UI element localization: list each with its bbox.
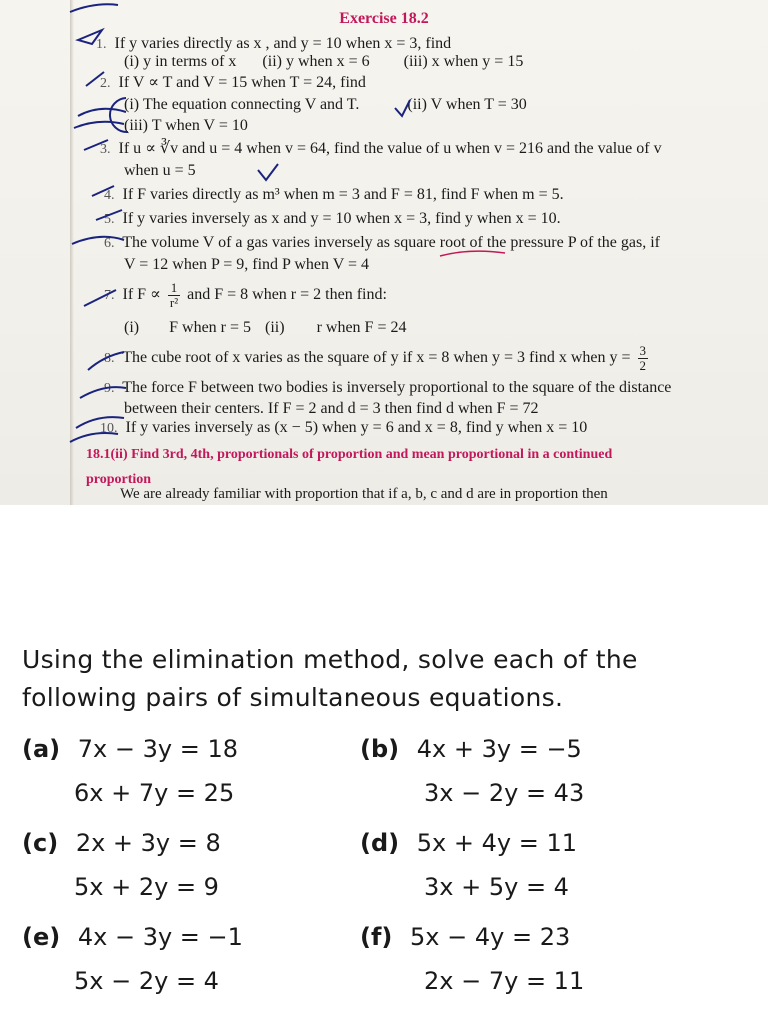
question-number: 5. (104, 212, 115, 227)
question-number: 3. (100, 142, 111, 157)
equation: 7x − 3y = 18 (77, 735, 238, 763)
part-ii-label: (ii) (265, 319, 285, 336)
question-2-part-iii (124, 116, 248, 136)
question-number: 1. (96, 37, 107, 52)
question-text-post: and F = 8 when r = 2 then find: (187, 286, 387, 304)
pair-c-eq2: 5x + 2y = 9 (74, 873, 219, 901)
question-text: If y varies inversely as (x − 5) when y = 6 and x = 8, find y when x = 10 (125, 419, 588, 436)
question-text-cont: V = 12 when P = 9, find P when V = 4 (124, 256, 370, 273)
question-1-parts (124, 52, 523, 72)
question-number: 4. (104, 188, 115, 203)
question-number: 6. (104, 236, 115, 251)
question-7-parts (124, 318, 406, 338)
part-i: (i) The equation connecting V and T. (124, 96, 360, 113)
section-heading-cont: proportion (86, 472, 152, 487)
question-2 (100, 73, 366, 94)
section-body: We are already familiar with proportion that if a, b, c and d are in proportion then (120, 486, 608, 502)
question-text-cont: between their centers. If F = 2 and d = 3 then find d when F = 72 (124, 400, 539, 417)
elimination-exercise (0, 505, 768, 1024)
pair-f-eq2: 2x − 7y = 11 (424, 967, 585, 995)
question-text: The force F between two bodies is inversely proportional to the square of the distance (122, 379, 672, 396)
part-i-text: F when r = 5 (169, 319, 252, 336)
equation: 5x + 4y = 11 (416, 829, 577, 857)
part-ii-text: r when F = 24 (316, 319, 407, 336)
equation: 4x − 3y = −1 (77, 923, 243, 951)
pair-label: (f) (360, 923, 393, 951)
question-number: 7. (104, 288, 115, 304)
fraction-denominator: r² (169, 295, 179, 310)
section-heading: 18.1(ii) Find 3rd, 4th, proportionals of proportion and mean proportional in a continued (86, 447, 613, 462)
pair-label: (c) (22, 829, 59, 857)
equation: 5x − 4y = 23 (410, 923, 571, 951)
question-text-pre: The cube root of x varies as the square of y if x = 8 when y = 3 find x when y = (122, 349, 631, 367)
question-2-parts (124, 95, 527, 115)
pair-c-eq1 (22, 829, 221, 857)
pair-d-eq1 (360, 829, 577, 857)
part-ii: (ii) V when T = 30 (407, 96, 527, 113)
pair-a-eq2: 6x + 7y = 25 (74, 779, 235, 807)
question-text: If y varies inversely as x and y = 10 when x = 3, find y when x = 10. (122, 210, 561, 227)
question-3-cont (124, 161, 196, 181)
pair-label: (e) (22, 923, 61, 951)
part-iii: (iii) x when y = 15 (403, 53, 524, 70)
question-text: If V ∝ T and V = 15 when T = 24, find (118, 74, 366, 91)
question-6-cont (124, 255, 369, 275)
part-iii: (iii) T when V = 10 (124, 117, 248, 134)
question-number: 9. (104, 381, 115, 396)
question-5 (104, 209, 561, 230)
question-9 (104, 378, 671, 399)
question-text: The volume V of a gas varies inversely as square root of the pressure P of the gas, if (122, 234, 660, 251)
question-4 (104, 185, 564, 206)
question-number: 8. (104, 351, 115, 367)
pair-e-eq2: 5x − 2y = 4 (74, 967, 219, 995)
question-10 (100, 418, 587, 439)
fraction-numerator: 1 (168, 281, 180, 296)
part-i: (i) y in terms of x (124, 53, 237, 70)
question-text: If F varies directly as m³ when m = 3 and F = 81, find F when m = 5. (122, 186, 564, 203)
pair-label: (d) (360, 829, 400, 857)
question-9-cont (124, 399, 539, 419)
exercise-title: Exercise 18.2 (339, 10, 429, 27)
equation: 2x + 3y = 8 (75, 829, 221, 857)
pair-b-eq1 (360, 735, 582, 763)
question-number: 2. (100, 76, 111, 91)
question-text: If y varies directly as x , and y = 10 when x = 3, find (114, 35, 452, 52)
instruction-line-1: Using the elimination method, solve each of the (22, 645, 638, 674)
pair-e-eq1 (22, 923, 243, 951)
fraction-three-halves (638, 344, 649, 373)
part-i-label: (i) (124, 319, 140, 336)
question-text: If u ∝ ∛v and u = 4 when v = 64, find the value of u when v = 216 and the value of v (118, 140, 662, 157)
question-number: 10. (100, 421, 118, 436)
question-3 (100, 139, 662, 160)
fraction-numerator: 3 (639, 343, 646, 358)
instruction-line-2: following pairs of simultaneous equations. (22, 683, 564, 712)
question-text-pre: If F ∝ (122, 286, 161, 304)
page-edge-shadow (70, 0, 74, 505)
pair-a-eq1 (22, 735, 238, 763)
fraction-one-over-r-squared (168, 281, 180, 310)
question-8 (104, 344, 651, 373)
question-7 (104, 281, 387, 310)
pair-label: (a) (22, 735, 61, 763)
equation: 4x + 3y = −5 (416, 735, 582, 763)
pair-label: (b) (360, 735, 400, 763)
question-text-cont: when u = 5 (124, 162, 196, 179)
question-6 (104, 233, 660, 254)
part-ii: (ii) y when x = 6 (262, 53, 370, 70)
fraction-denominator: 2 (639, 358, 646, 373)
textbook-page-photo (0, 0, 768, 505)
pair-b-eq2: 3x − 2y = 43 (424, 779, 585, 807)
pair-d-eq2: 3x + 5y = 4 (424, 873, 569, 901)
pair-f-eq1 (360, 923, 570, 951)
